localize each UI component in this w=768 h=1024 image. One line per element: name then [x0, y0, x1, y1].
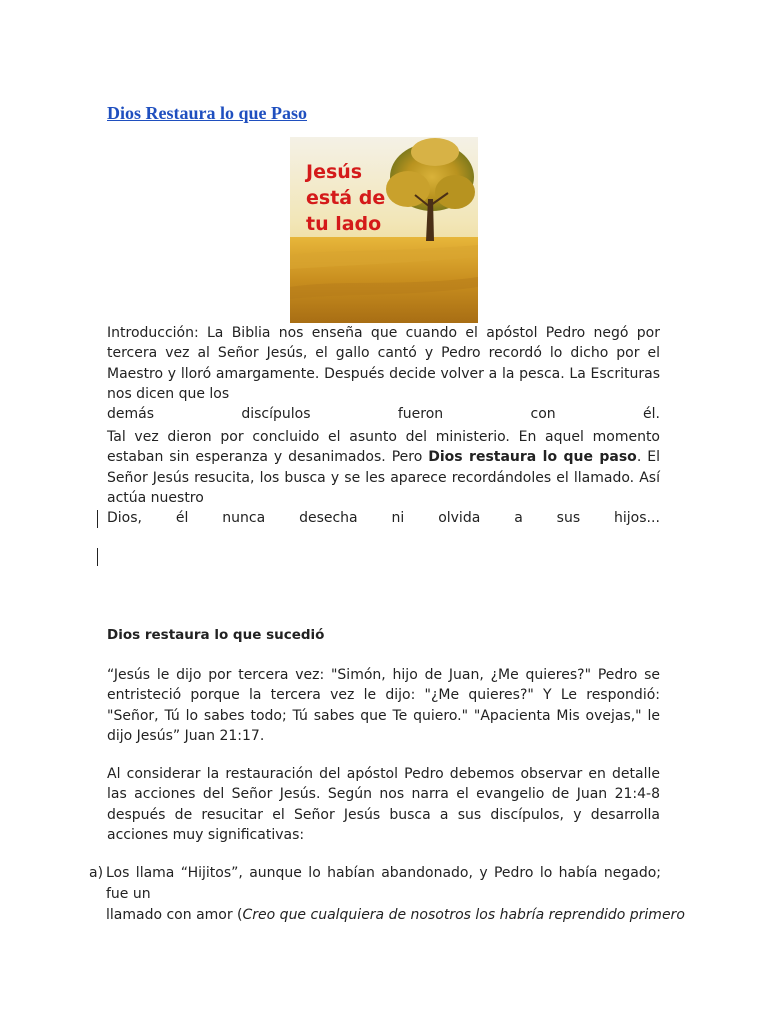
second-paragraph [107, 427, 660, 528]
intro-word: con [530, 406, 556, 423]
intro-word: discípulos [241, 406, 311, 423]
list-marker: a) [89, 865, 104, 881]
para2-text-end: . El Señor Jesús resucita, los busca y se les aparece recordándoles el llamado. Así actúa nuestro [107, 449, 660, 506]
para2-bold-phrase: Dios restaura lo que paso [428, 449, 637, 466]
intro-paragraph [107, 323, 660, 424]
para2-word: ni [391, 510, 405, 527]
list-item-line2-plain: llamado con amor ( [106, 907, 243, 923]
image-caption-line-1: Jesús [306, 161, 363, 183]
jesus-image [290, 137, 478, 323]
list-item-text: Los llama “Hijitos”, aunque lo habían abandonado, y Pedro lo había negado; fue un [106, 865, 661, 902]
para2-word: desecha [299, 510, 358, 527]
quote-paragraph: “Jesús le dijo por tercera vez: "Simón, hijo de Juan, ¿Me quieres?" Pedro se entristeció porque la tercera vez le dijo: "¿Me quieres?" Y Le respondió: "Señor, Tú lo sabes todo; Tú sabes que Te quiero." "Apacienta Mis ovejas," le dijo Jesús” Juan 21:17. [107, 667, 660, 744]
para2-word: olvida [438, 510, 481, 527]
text-cursor [97, 548, 98, 566]
para2-word: a [514, 510, 523, 527]
document-title[interactable]: Dios Restaura lo que Paso [107, 103, 308, 123]
para2-word: él [175, 510, 189, 527]
intro-word: fueron [397, 406, 444, 423]
image-caption [306, 159, 385, 237]
intro-word: demás [107, 406, 155, 423]
para2-last-line [107, 508, 660, 528]
para2-word: hijos... [614, 510, 660, 527]
image-caption-line-2: está de [306, 187, 386, 209]
para2-word: Dios, [107, 510, 142, 527]
list-item-body [106, 863, 685, 926]
third-paragraph: Al considerar la restauración del apóstol Pedro debemos observar en detalle las acciones del Señor Jesús. Según nos narra el evangelio de Juan 21:4-8 después de resucitar el Señor Jesús busca a sus discípulos, y desarrolla acciones muy significativas: [107, 766, 660, 843]
image-caption-line-3: tu lado [306, 213, 382, 235]
text-cursor [97, 510, 98, 528]
section-heading: Dios restaura lo que sucedió [107, 627, 325, 643]
para2-word: nunca [222, 510, 266, 527]
para2-text-start: Tal vez dieron por concluido el asunto del ministerio. En aquel momento estaban sin esperanza y desanimados. Pero [107, 429, 660, 466]
list-item-line-2 [106, 905, 685, 926]
intro-text: Introducción: La Biblia nos enseña que cuando el apóstol Pedro negó por tercera vez al Señor Jesús, el gallo cantó y Pedro recordó lo dicho por el Maestro y lloró amargamente. Después decide volver a la pesca. La Escrituras nos dicen que los [107, 325, 660, 402]
intro-word: él. [643, 406, 660, 423]
para2-word: sus [556, 510, 581, 527]
intro-last-line [107, 404, 660, 424]
list-item-line2-italic: Creo que cualquiera de nosotros los habría reprendido primero [242, 907, 685, 923]
